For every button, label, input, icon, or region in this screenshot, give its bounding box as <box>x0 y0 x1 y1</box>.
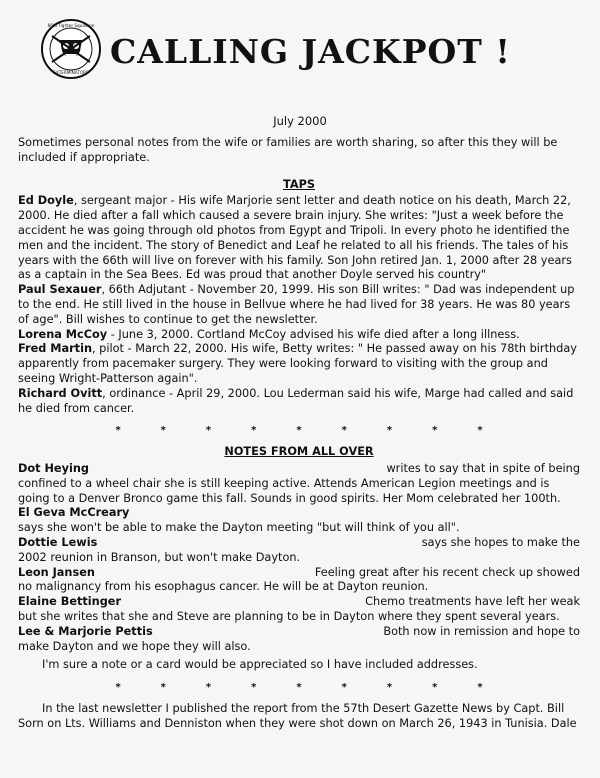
note-name: Dottie Lewis <box>18 535 98 549</box>
newsletter-body <box>18 136 580 731</box>
note-text: Both now in remission and hope to <box>383 624 580 638</box>
note-text: says she won't be able to make the Dayton meeting "but will think of you all". <box>18 521 460 535</box>
note-text: but she writes that she and Steve are planning to be in Dayton where they spent several years. <box>18 609 560 623</box>
entry-name: Lorena McCoy <box>18 327 108 341</box>
note-row <box>18 595 580 610</box>
note-row <box>18 462 580 477</box>
entry-text: , sergeant major - His wife Marjorie sent letter and death notice on his death, March 22, 2000. He died after a fall which caused a severe brain injury. She writes: "Just a week before the accident he was going through old photos from Egypt and Tripoli. In every photo he identified the men and the incident. The story of Benedict and Leaf he related to all his friends. The tales of his years with the 66th will live on forever with his family. Son John retired Jan. 1, 2000 after 28 years as a captain in the Sea Bees. Ed was proud that another Doyle served his country" <box>18 194 572 282</box>
entry-name: Fred Martin <box>18 342 92 356</box>
note-name: Leon Jansen <box>18 565 95 579</box>
entry-text: - June 3, 2000. Cortland McCoy advised his wife died after a long illness. <box>107 327 520 341</box>
taps-entry <box>18 283 580 327</box>
taps-heading: TAPS <box>283 177 315 191</box>
entry-text: , ordinance - April 29, 2000. Lou Lederman said his wife, Marge had called and said he died from cancer. <box>18 386 574 415</box>
taps-entry <box>18 387 580 417</box>
newsletter-title: CALLING JACKPOT ! <box>110 32 511 71</box>
entry-text: , pilot - March 22, 2000. His wife, Betty writes: " He passed away on his 78th birthday apparently from pacemaker surgery. They were looking forward to visiting with the group and seeing Wright-Patterson again". <box>18 342 577 385</box>
taps-entry <box>18 342 580 386</box>
entry-name: Richard Ovitt <box>18 386 103 400</box>
note-name: Lee & Marjorie Pettis <box>18 624 153 638</box>
note-row <box>18 625 580 640</box>
entry-text: , 66th Adjutant - November 20, 1999. His son Bill writes: " Dad was independent up to the end. He still lived in the house in Bellvue where he had lived for 38 years. He was 80 years of age". Bill wishes to continue to get the newsletter. <box>18 283 575 326</box>
entry-name: Paul Sexauer <box>18 283 102 297</box>
note-text: confined to a wheel chair she is still keeping active. Attends American Legion meetings and is going to a Denver Bronco game this fall. Sounds in good spirits. Her Mom celebrated her 100th. <box>18 476 561 505</box>
note-name: Dot Heying <box>18 461 89 475</box>
note-name: Elaine Bettinger <box>18 595 122 609</box>
note-text: says she hopes to make the <box>421 535 580 549</box>
note-text: Feeling great after his recent check up showed <box>314 565 580 579</box>
note-row <box>18 566 580 581</box>
note-text: 2002 reunion in Branson, but won't make Dayton. <box>18 550 301 564</box>
note-row <box>18 536 580 551</box>
intro-paragraph: Sometimes personal notes from the wife or families are worth sharing, so after this they will be included if appropriate. <box>18 136 558 164</box>
emblem-bottom-label: EXTERMINATORS <box>53 70 89 75</box>
note-text: no malignancy from his esophagus cancer. He will be at Dayton reunion. <box>18 580 429 594</box>
entry-name: Ed Doyle <box>18 194 74 208</box>
issue-date: July 2000 <box>273 114 327 128</box>
note-name: El Geva McCreary <box>18 506 130 520</box>
note-text: Chemo treatments have left her weak <box>365 595 580 609</box>
note-text: writes to say that in spite of being <box>386 461 580 475</box>
emblem-top-label: 66th Fighter Squadron <box>47 23 95 28</box>
note-text: make Dayton and we hope they will also. <box>18 639 251 653</box>
squadron-emblem <box>40 18 102 80</box>
section-divider: * * * * * * * * * <box>115 425 483 437</box>
notes-heading: NOTES FROM ALL OVER <box>224 445 374 459</box>
last-newsletter-paragraph: In the last newsletter I published the report from the 57th Desert Gazette News by Capt. Bill Sorn on Lts. Williams and Denniston when they were shot down on March 26, 1943 in Tunisia. Dale <box>18 701 577 730</box>
taps-entry <box>18 194 580 283</box>
newsletter-header <box>40 18 580 90</box>
taps-entry <box>18 328 580 343</box>
closing-note: I'm sure a note or a card would be appreciated so I have included addresses. <box>42 658 478 672</box>
section-divider: * * * * * * * * * <box>115 682 483 694</box>
